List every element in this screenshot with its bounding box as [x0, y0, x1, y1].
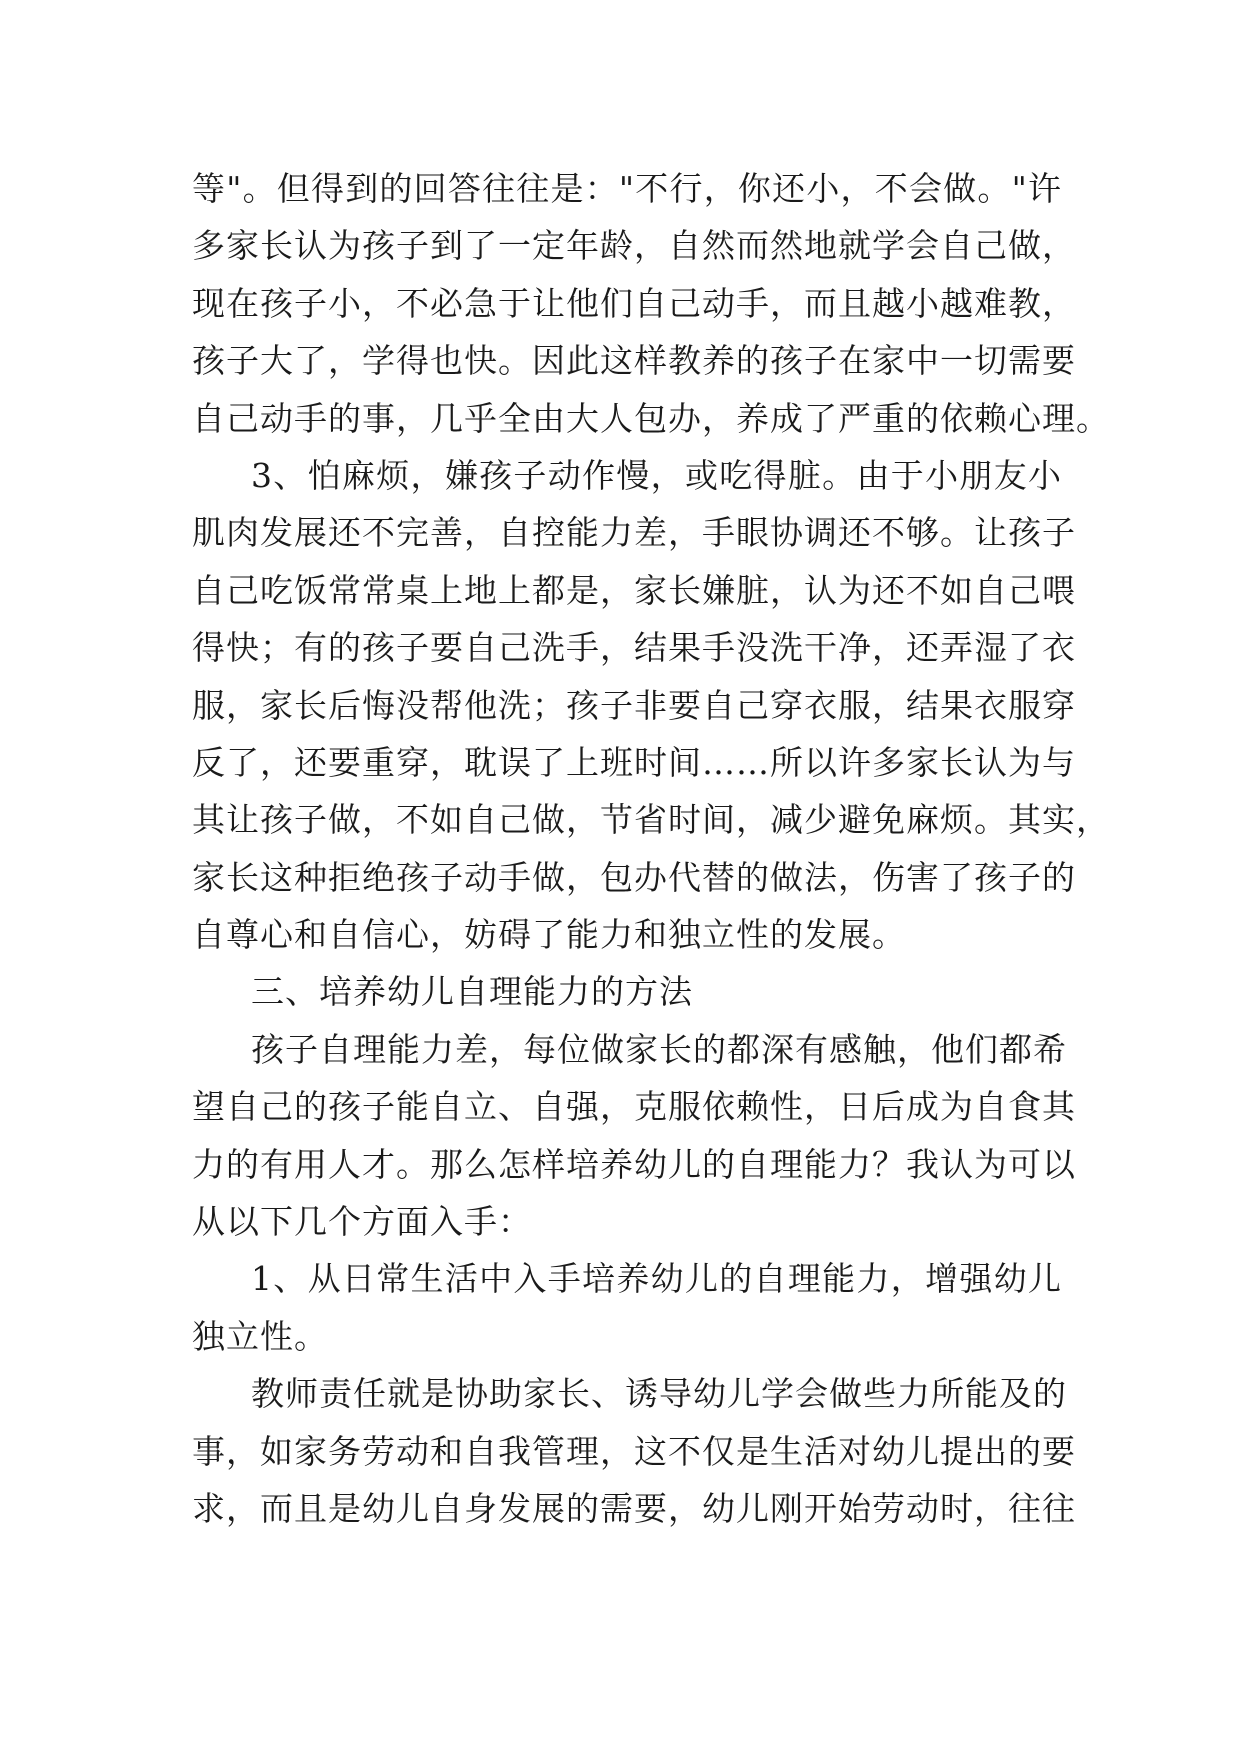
text-line: 教师责任就是协助家长、诱导幼儿学会做些力所能及的 [251, 1374, 1067, 1414]
text-line: 孩子大了，学得也快。因此这样教养的孩子在家中一切需要 [192, 341, 1076, 381]
text-line: 反了，还要重穿，耽误了上班时间……所以许多家长认为与 [192, 742, 1076, 782]
text-line: 其让孩子做，不如自己做，节省时间，减少避免麻烦。其实， [192, 800, 1110, 840]
text-line: 现在孩子小，不必急于让他们自己动手，而且越小越难教， [192, 283, 1076, 323]
text-line: 三、培养幼儿自理能力的方法 [251, 972, 693, 1012]
text-line: 服，家长后悔没帮他洗；孩子非要自己穿衣服，结果衣服穿 [192, 685, 1076, 725]
text-line: 自己动手的事，几乎全由大人包办，养成了严重的依赖心理。 [192, 398, 1110, 438]
text-line: 力的有用人才。那么怎样培养幼儿的自理能力？我认为可以 [192, 1144, 1076, 1184]
text-line: 自尊心和自信心，妨碍了能力和独立性的发展。 [192, 915, 906, 955]
text-line: 事，如家务劳动和自我管理，这不仅是生活对幼儿提出的要 [192, 1431, 1076, 1471]
text-line: 3、怕麻烦，嫌孩子动作慢，或吃得脏。由于小朋友小 [251, 455, 1062, 495]
text-line: 从以下几个方面入手： [192, 1202, 532, 1242]
text-line: 等"。但得到的回答往往是："不行，你还小，不会做。"许 [192, 169, 1062, 208]
text-line: 多家长认为孩子到了一定年龄，自然而然地就学会自己做， [192, 226, 1076, 266]
text-line: 家长这种拒绝孩子动手做，包办代替的做法，伤害了孩子的 [192, 857, 1076, 897]
text-line: 1、从日常生活中入手培养幼儿的自理能力，增强幼儿 [251, 1259, 1062, 1299]
document-page [192, 160, 1110, 1537]
text-line: 求，而且是幼儿自身发展的需要，幼儿刚开始劳动时，往往 [192, 1488, 1076, 1528]
text-line: 肌肉发展还不完善，自控能力差，手眼协调还不够。让孩子 [192, 513, 1076, 553]
text-line: 得快；有的孩子要自己洗手，结果手没洗干净，还弄湿了衣 [192, 628, 1076, 668]
text-line: 望自己的孩子能自立、自强，克服依赖性，日后成为自食其 [192, 1087, 1076, 1127]
text-line: 孩子自理能力差，每位做家长的都深有感触，他们都希 [251, 1029, 1067, 1069]
text-line: 独立性。 [192, 1316, 328, 1356]
text-line: 自己吃饭常常桌上地上都是，家长嫌脏，认为还不如自己喂 [192, 570, 1076, 610]
